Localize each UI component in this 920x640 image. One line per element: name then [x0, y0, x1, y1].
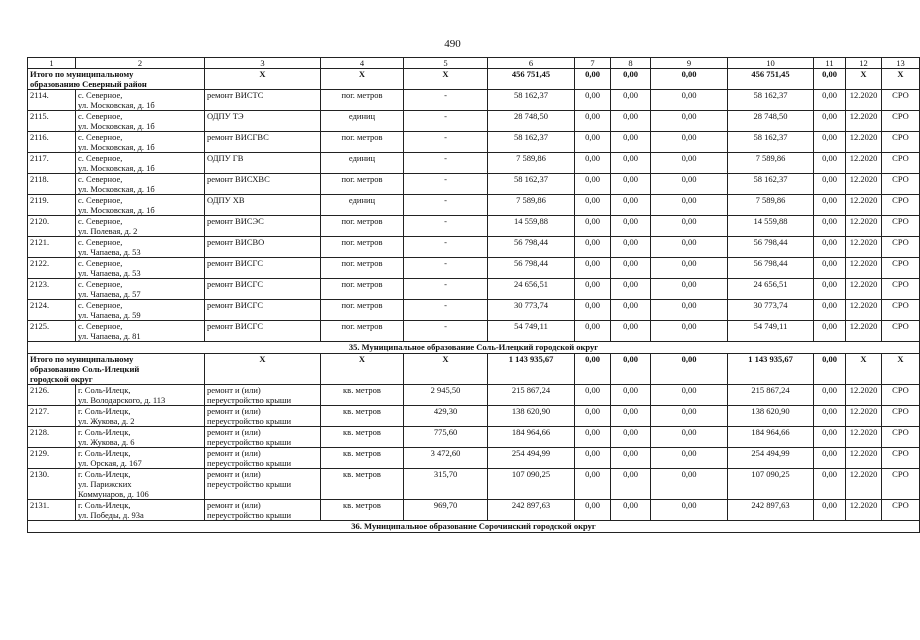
row-method: СРО	[882, 258, 920, 279]
row-col8: 0,00	[611, 385, 651, 406]
row-quantity: -	[404, 258, 488, 279]
row-number: 2115.	[28, 111, 76, 132]
row-method: СРО	[882, 300, 920, 321]
row-cost: 138 620,90	[488, 406, 575, 427]
total-amount: 1 143 935,67	[488, 354, 575, 385]
total-amount: 456 751,45	[488, 69, 575, 90]
row-unit: единиц	[321, 153, 404, 174]
row-col8: 0,00	[611, 406, 651, 427]
row-cost: 54 749,11	[488, 321, 575, 342]
row-address: г. Соль-Илецк, ул. Парижских Коммунаров, д. 106	[76, 469, 205, 500]
row-deadline: 12.2020	[846, 385, 882, 406]
row-cost: 30 773,74	[488, 300, 575, 321]
section-title: 35. Муниципальное образование Соль-Илецкий городской округ	[28, 342, 920, 354]
row-col9: 0,00	[651, 385, 728, 406]
column-header-4: 4	[321, 58, 404, 69]
row-work-type: ремонт и (или) переустройство крыши	[205, 427, 321, 448]
row-address: г. Соль-Илецк, ул. Орская, д. 167	[76, 448, 205, 469]
column-header-11: 11	[814, 58, 846, 69]
row-col11: 0,00	[814, 111, 846, 132]
row-deadline: 12.2020	[846, 500, 882, 521]
total-col11: 0,00	[814, 69, 846, 90]
row-col7: 0,00	[575, 427, 611, 448]
row-quantity: -	[404, 300, 488, 321]
total-col12: X	[846, 354, 882, 385]
row-quantity: 429,30	[404, 406, 488, 427]
table-row	[28, 321, 920, 342]
table-row	[28, 195, 920, 216]
row-cost: 58 162,37	[488, 132, 575, 153]
table-row	[28, 448, 920, 469]
row-col11: 0,00	[814, 427, 846, 448]
row-address: г. Соль-Илецк, ул. Жукова, д. 6	[76, 427, 205, 448]
row-unit: кв. метров	[321, 385, 404, 406]
row-cost: 7 589,86	[488, 195, 575, 216]
row-deadline: 12.2020	[846, 448, 882, 469]
total-col12: X	[846, 69, 882, 90]
row-cost-col10: 58 162,37	[728, 174, 814, 195]
row-unit: единиц	[321, 195, 404, 216]
row-method: СРО	[882, 90, 920, 111]
row-col9: 0,00	[651, 153, 728, 174]
page-number: 490	[444, 38, 461, 50]
total-col9: 0,00	[651, 354, 728, 385]
row-col11: 0,00	[814, 258, 846, 279]
row-unit: пог. метров	[321, 300, 404, 321]
row-method: СРО	[882, 500, 920, 521]
row-address: с. Северное, ул. Чапаева, д. 53	[76, 258, 205, 279]
column-header-5: 5	[404, 58, 488, 69]
row-unit: кв. метров	[321, 469, 404, 500]
total-col4: X	[321, 354, 404, 385]
row-number: 2121.	[28, 237, 76, 258]
total-col5: X	[404, 354, 488, 385]
row-cost-col10: 107 090,25	[728, 469, 814, 500]
row-col11: 0,00	[814, 90, 846, 111]
column-header-8: 8	[611, 58, 651, 69]
row-col8: 0,00	[611, 500, 651, 521]
table-row	[28, 300, 920, 321]
row-unit: кв. метров	[321, 427, 404, 448]
row-cost-col10: 28 748,50	[728, 111, 814, 132]
table-row	[28, 132, 920, 153]
row-work-type: ремонт и (или) переустройство крыши	[205, 448, 321, 469]
row-col7: 0,00	[575, 237, 611, 258]
table-row	[28, 385, 920, 406]
table-row	[28, 90, 920, 111]
total-amount-col10: 1 143 935,67	[728, 354, 814, 385]
row-col11: 0,00	[814, 237, 846, 258]
row-number: 2130.	[28, 469, 76, 500]
column-header-9: 9	[651, 58, 728, 69]
row-col8: 0,00	[611, 321, 651, 342]
row-work-type: ремонт и (или) переустройство крыши	[205, 385, 321, 406]
row-cost-col10: 7 589,86	[728, 195, 814, 216]
row-quantity: -	[404, 90, 488, 111]
row-method: СРО	[882, 385, 920, 406]
column-header-6: 6	[488, 58, 575, 69]
row-quantity: 969,70	[404, 500, 488, 521]
row-col11: 0,00	[814, 469, 846, 500]
row-col11: 0,00	[814, 500, 846, 521]
row-deadline: 12.2020	[846, 300, 882, 321]
total-col7: 0,00	[575, 69, 611, 90]
total-col11: 0,00	[814, 354, 846, 385]
row-unit: кв. метров	[321, 448, 404, 469]
row-work-type: ремонт ВИСТС	[205, 90, 321, 111]
row-method: СРО	[882, 448, 920, 469]
row-deadline: 12.2020	[846, 427, 882, 448]
table-row	[28, 111, 920, 132]
row-col9: 0,00	[651, 500, 728, 521]
column-number-header-row	[28, 58, 920, 69]
row-number: 2117.	[28, 153, 76, 174]
row-deadline: 12.2020	[846, 469, 882, 500]
row-number: 2129.	[28, 448, 76, 469]
row-unit: кв. метров	[321, 406, 404, 427]
total-col3: X	[205, 354, 321, 385]
total-col9: 0,00	[651, 69, 728, 90]
row-quantity: 3 472,60	[404, 448, 488, 469]
row-quantity: -	[404, 174, 488, 195]
row-col11: 0,00	[814, 448, 846, 469]
row-col7: 0,00	[575, 500, 611, 521]
row-address: с. Северное, ул. Московская, д. 1б	[76, 132, 205, 153]
total-row-sol-iletsk	[28, 354, 920, 385]
row-unit: пог. метров	[321, 321, 404, 342]
table-row	[28, 427, 920, 448]
row-deadline: 12.2020	[846, 195, 882, 216]
row-method: СРО	[882, 427, 920, 448]
row-work-type: ремонт ВИСЭС	[205, 216, 321, 237]
row-col9: 0,00	[651, 132, 728, 153]
row-number: 2123.	[28, 279, 76, 300]
row-deadline: 12.2020	[846, 174, 882, 195]
row-cost: 28 748,50	[488, 111, 575, 132]
row-address: г. Соль-Илецк, ул. Жукова, д. 2	[76, 406, 205, 427]
row-unit: единиц	[321, 111, 404, 132]
row-col8: 0,00	[611, 448, 651, 469]
row-cost-col10: 58 162,37	[728, 90, 814, 111]
row-cost: 24 656,51	[488, 279, 575, 300]
row-number: 2116.	[28, 132, 76, 153]
total-col3: X	[205, 69, 321, 90]
row-quantity: -	[404, 111, 488, 132]
row-col7: 0,00	[575, 321, 611, 342]
row-deadline: 12.2020	[846, 90, 882, 111]
row-unit: пог. метров	[321, 237, 404, 258]
row-cost-col10: 242 897,63	[728, 500, 814, 521]
row-col9: 0,00	[651, 448, 728, 469]
row-address: с. Северное, ул. Чапаева, д. 81	[76, 321, 205, 342]
column-header-12: 12	[846, 58, 882, 69]
row-col9: 0,00	[651, 427, 728, 448]
row-work-type: ремонт и (или) переустройство крыши	[205, 469, 321, 500]
section-heading-36	[28, 521, 920, 533]
row-cost: 184 964,66	[488, 427, 575, 448]
row-unit: пог. метров	[321, 90, 404, 111]
row-unit: пог. метров	[321, 258, 404, 279]
row-col7: 0,00	[575, 195, 611, 216]
row-work-type: ОДПУ ГВ	[205, 153, 321, 174]
row-work-type: ремонт ВИСГС	[205, 321, 321, 342]
total-col13: X	[882, 69, 920, 90]
row-col11: 0,00	[814, 174, 846, 195]
row-unit: пог. метров	[321, 279, 404, 300]
row-col8: 0,00	[611, 300, 651, 321]
row-deadline: 12.2020	[846, 258, 882, 279]
table-row	[28, 258, 920, 279]
section-title: 36. Муниципальное образование Сорочинский городской округ	[28, 521, 920, 533]
row-deadline: 12.2020	[846, 216, 882, 237]
row-method: СРО	[882, 174, 920, 195]
total-col13: X	[882, 354, 920, 385]
row-col8: 0,00	[611, 216, 651, 237]
table-row	[28, 500, 920, 521]
row-method: СРО	[882, 279, 920, 300]
row-deadline: 12.2020	[846, 279, 882, 300]
table-row	[28, 279, 920, 300]
row-quantity: -	[404, 153, 488, 174]
row-col7: 0,00	[575, 258, 611, 279]
row-quantity: 315,70	[404, 469, 488, 500]
row-col7: 0,00	[575, 300, 611, 321]
row-col11: 0,00	[814, 216, 846, 237]
row-col7: 0,00	[575, 111, 611, 132]
row-col11: 0,00	[814, 153, 846, 174]
row-cost: 107 090,25	[488, 469, 575, 500]
row-col9: 0,00	[651, 90, 728, 111]
row-cost: 58 162,37	[488, 90, 575, 111]
row-col8: 0,00	[611, 469, 651, 500]
row-col9: 0,00	[651, 321, 728, 342]
column-header-3: 3	[205, 58, 321, 69]
total-col8: 0,00	[611, 354, 651, 385]
row-number: 2119.	[28, 195, 76, 216]
row-quantity: -	[404, 216, 488, 237]
row-cost-col10: 56 798,44	[728, 258, 814, 279]
row-address: с. Северное, ул. Московская, д. 1б	[76, 195, 205, 216]
row-col11: 0,00	[814, 300, 846, 321]
section-heading-35	[28, 342, 920, 354]
row-quantity: 2 945,50	[404, 385, 488, 406]
row-quantity: -	[404, 321, 488, 342]
row-cost-col10: 24 656,51	[728, 279, 814, 300]
row-col9: 0,00	[651, 279, 728, 300]
row-cost-col10: 14 559,88	[728, 216, 814, 237]
row-method: СРО	[882, 406, 920, 427]
row-cost-col10: 184 964,66	[728, 427, 814, 448]
row-work-type: ОДПУ ХВ	[205, 195, 321, 216]
row-work-type: ремонт и (или) переустройство крыши	[205, 500, 321, 521]
row-work-type: ремонт ВИСГВС	[205, 132, 321, 153]
row-cost-col10: 56 798,44	[728, 237, 814, 258]
table-row	[28, 216, 920, 237]
row-cost: 58 162,37	[488, 174, 575, 195]
row-deadline: 12.2020	[846, 111, 882, 132]
row-work-type: ремонт ВИСВО	[205, 237, 321, 258]
row-col7: 0,00	[575, 406, 611, 427]
row-work-type: ремонт ВИСГС	[205, 258, 321, 279]
row-deadline: 12.2020	[846, 132, 882, 153]
row-address: г. Соль-Илецк, ул. Победы, д. 93а	[76, 500, 205, 521]
row-address: с. Северное, ул. Московская, д. 1б	[76, 111, 205, 132]
row-number: 2128.	[28, 427, 76, 448]
row-cost: 56 798,44	[488, 258, 575, 279]
row-quantity: 775,60	[404, 427, 488, 448]
table-row	[28, 406, 920, 427]
row-work-type: ремонт и (или) переустройство крыши	[205, 406, 321, 427]
row-cost-col10: 54 749,11	[728, 321, 814, 342]
column-header-7: 7	[575, 58, 611, 69]
row-col7: 0,00	[575, 279, 611, 300]
column-header-1: 1	[28, 58, 76, 69]
row-col9: 0,00	[651, 406, 728, 427]
row-col9: 0,00	[651, 258, 728, 279]
row-col8: 0,00	[611, 111, 651, 132]
total-label: Итого по муниципальному образованию Соль-Илецкий городской округ	[28, 354, 205, 385]
table-row	[28, 237, 920, 258]
row-col7: 0,00	[575, 216, 611, 237]
row-col8: 0,00	[611, 427, 651, 448]
row-number: 2127.	[28, 406, 76, 427]
row-col9: 0,00	[651, 237, 728, 258]
row-cost-col10: 30 773,74	[728, 300, 814, 321]
row-work-type: ОДПУ ТЭ	[205, 111, 321, 132]
row-cost-col10: 7 589,86	[728, 153, 814, 174]
row-unit: пог. метров	[321, 216, 404, 237]
row-number: 2122.	[28, 258, 76, 279]
row-col9: 0,00	[651, 174, 728, 195]
row-col9: 0,00	[651, 195, 728, 216]
row-col8: 0,00	[611, 258, 651, 279]
row-col8: 0,00	[611, 153, 651, 174]
row-cost: 56 798,44	[488, 237, 575, 258]
row-cost: 254 494,99	[488, 448, 575, 469]
column-header-13: 13	[882, 58, 920, 69]
row-address: г. Соль-Илецк, ул. Володарского, д. 113	[76, 385, 205, 406]
row-quantity: -	[404, 237, 488, 258]
column-header-2: 2	[76, 58, 205, 69]
total-col8: 0,00	[611, 69, 651, 90]
row-col8: 0,00	[611, 174, 651, 195]
total-row-north	[28, 69, 920, 90]
row-number: 2126.	[28, 385, 76, 406]
row-address: с. Северное, ул. Полевая, д. 2	[76, 216, 205, 237]
row-method: СРО	[882, 216, 920, 237]
row-quantity: -	[404, 279, 488, 300]
row-col8: 0,00	[611, 237, 651, 258]
row-cost: 7 589,86	[488, 153, 575, 174]
row-unit: кв. метров	[321, 500, 404, 521]
row-address: с. Северное, ул. Московская, д. 1б	[76, 90, 205, 111]
row-method: СРО	[882, 132, 920, 153]
row-unit: пог. метров	[321, 132, 404, 153]
row-col11: 0,00	[814, 406, 846, 427]
row-work-type: ремонт ВИСХВС	[205, 174, 321, 195]
row-method: СРО	[882, 469, 920, 500]
row-col7: 0,00	[575, 132, 611, 153]
row-cost-col10: 254 494,99	[728, 448, 814, 469]
row-number: 2125.	[28, 321, 76, 342]
row-cost-col10: 138 620,90	[728, 406, 814, 427]
row-col11: 0,00	[814, 321, 846, 342]
row-method: СРО	[882, 321, 920, 342]
row-cost-col10: 215 867,24	[728, 385, 814, 406]
column-header-10: 10	[728, 58, 814, 69]
row-work-type: ремонт ВИСГС	[205, 300, 321, 321]
row-address: с. Северное, ул. Московская, д. 1б	[76, 153, 205, 174]
row-deadline: 12.2020	[846, 153, 882, 174]
row-col7: 0,00	[575, 469, 611, 500]
row-cost: 242 897,63	[488, 500, 575, 521]
row-col9: 0,00	[651, 300, 728, 321]
total-label: Итого по муниципальному образованию Северный район	[28, 69, 205, 90]
row-method: СРО	[882, 237, 920, 258]
total-col7: 0,00	[575, 354, 611, 385]
row-quantity: -	[404, 195, 488, 216]
row-col8: 0,00	[611, 279, 651, 300]
row-col11: 0,00	[814, 385, 846, 406]
row-col8: 0,00	[611, 132, 651, 153]
table-row	[28, 153, 920, 174]
row-col7: 0,00	[575, 90, 611, 111]
row-number: 2114.	[28, 90, 76, 111]
table-body	[28, 58, 920, 533]
row-col7: 0,00	[575, 174, 611, 195]
row-address: с. Северное, ул. Московская, д. 1б	[76, 174, 205, 195]
row-col9: 0,00	[651, 111, 728, 132]
table-row	[28, 469, 920, 500]
row-method: СРО	[882, 111, 920, 132]
row-col8: 0,00	[611, 90, 651, 111]
row-cost-col10: 58 162,37	[728, 132, 814, 153]
row-col11: 0,00	[814, 132, 846, 153]
total-col4: X	[321, 69, 404, 90]
row-col7: 0,00	[575, 153, 611, 174]
row-method: СРО	[882, 153, 920, 174]
row-number: 2124.	[28, 300, 76, 321]
row-address: с. Северное, ул. Чапаева, д. 53	[76, 237, 205, 258]
table-row	[28, 174, 920, 195]
row-col8: 0,00	[611, 195, 651, 216]
row-col9: 0,00	[651, 216, 728, 237]
row-number: 2120.	[28, 216, 76, 237]
row-deadline: 12.2020	[846, 237, 882, 258]
row-deadline: 12.2020	[846, 406, 882, 427]
row-col11: 0,00	[814, 195, 846, 216]
row-work-type: ремонт ВИСГС	[205, 279, 321, 300]
row-method: СРО	[882, 195, 920, 216]
row-number: 2131.	[28, 500, 76, 521]
capital-repair-table	[27, 57, 920, 533]
total-col5: X	[404, 69, 488, 90]
row-col9: 0,00	[651, 469, 728, 500]
row-number: 2118.	[28, 174, 76, 195]
row-quantity: -	[404, 132, 488, 153]
row-cost: 14 559,88	[488, 216, 575, 237]
row-deadline: 12.2020	[846, 321, 882, 342]
total-amount-col10: 456 751,45	[728, 69, 814, 90]
row-address: с. Северное, ул. Чапаева, д. 57	[76, 279, 205, 300]
row-unit: пог. метров	[321, 174, 404, 195]
row-address: с. Северное, ул. Чапаева, д. 59	[76, 300, 205, 321]
row-col7: 0,00	[575, 385, 611, 406]
row-col11: 0,00	[814, 279, 846, 300]
row-col7: 0,00	[575, 448, 611, 469]
row-cost: 215 867,24	[488, 385, 575, 406]
